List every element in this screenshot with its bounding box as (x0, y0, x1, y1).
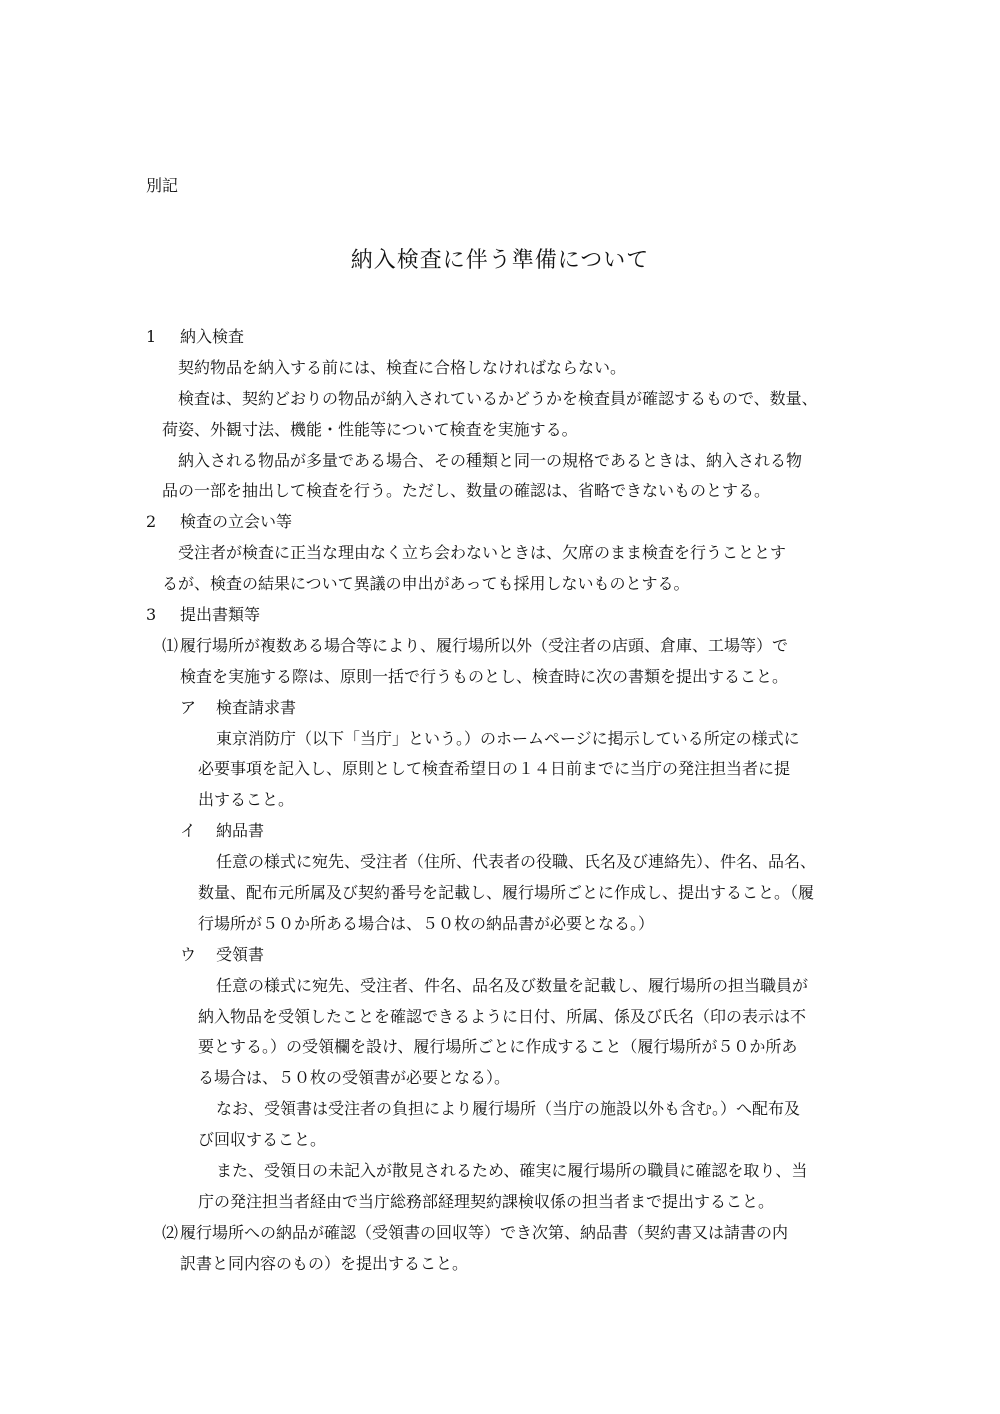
paragraph-line: 品の一部を抽出して検査を行う。ただし、数量の確認は、省略できないものとする。 (162, 481, 771, 501)
paragraph-line: 納入物品を受領したことを確認できるように日付、所属、係及び氏名（印の表示は不 (198, 1006, 807, 1026)
subitem-i-heading: イ 納品書 (180, 821, 265, 841)
item-1-line: ⑴ 履行場所が複数ある場合等により、履行場所以外（受注者の店頭、倉庫、工場等）で (162, 635, 789, 655)
document-body (146, 322, 866, 1280)
paragraph-line: 訳書と同内容のもの）を提出すること。 (180, 1253, 469, 1273)
paragraph-line: 行場所が５０か所ある場合は、５０枚の納品書が必要となる。） (198, 913, 655, 933)
paragraph-line: る場合は、５０枚の受領書が必要となる）。 (198, 1068, 511, 1088)
section-2-heading: 2 検査の立会い等 (146, 512, 293, 532)
paragraph-line: また、受領日の未記入が散見されるため、確実に履行場所の職員に確認を取り、当 (216, 1161, 808, 1181)
paragraph-line: なお、受領書は受注者の負担により履行場所（当庁の施設以外も含む。）へ配布及 (216, 1099, 801, 1119)
paragraph-line: 東京消防庁（以下「当庁」という。）のホームページに掲示している所定の様式に (216, 728, 800, 748)
paragraph-line: 任意の様式に宛先、受注者（住所、代表者の役職、氏名及び連絡先）、件名、品名、 (216, 852, 817, 872)
paragraph-line: 納入される物品が多量である場合、その種類と同一の規格であるときは、納入される物 (178, 450, 803, 470)
paragraph-line: 荷姿、外観寸法、機能・性能等について検査を実施する。 (162, 419, 578, 439)
paragraph-line: 庁の発注担当者経由で当庁総務部経理契約課検収係の担当者まで提出すること。 (198, 1191, 775, 1211)
item-2-line: ⑵ 履行場所への納品が確認（受領書の回収等）でき次第、納品書（契約書又は請書の内 (162, 1222, 789, 1242)
paragraph-line: び回収すること。 (198, 1130, 327, 1150)
section-3-heading: 3 提出書類等 (146, 605, 261, 625)
paragraph-line: 任意の様式に宛先、受注者、件名、品名及び数量を記載し、履行場所の担当職員が (216, 975, 809, 995)
paragraph-line: 必要事項を記入し、原則として検査希望日の１４日前までに当庁の発注担当者に提 (198, 759, 791, 779)
paragraph-line: るが、検査の結果について異議の申出があっても採用しないものとする。 (162, 574, 690, 594)
subitem-a-heading: ア 検査請求書 (180, 697, 297, 717)
page-title: 納入検査に伴う準備について (350, 248, 650, 273)
paragraph-line: 受注者が検査に正当な理由なく立ち会わないときは、欠席のまま検査を行うこととす (178, 543, 787, 563)
paragraph-line: 検査は、契約どおりの物品が納入されているかどうかを検査員が確認するもので、数量、 (178, 388, 818, 408)
section-1-heading: 1 納入検査 (146, 327, 245, 346)
appendix-note: 別記 (146, 176, 179, 195)
paragraph-line: 検査を実施する際は、原則一括で行うものとし、検査時に次の書類を提出すること。 (180, 666, 789, 686)
subitem-u-heading: ウ 受領書 (180, 944, 265, 964)
paragraph-line: 契約物品を納入する前には、検査に合格しなければならない。 (178, 357, 627, 377)
paragraph-line: 数量、配布元所属及び契約番号を記載し、履行場所ごとに作成し、提出すること。（履 (198, 883, 815, 903)
paragraph-line: 要とする。）の受領欄を設け、履行場所ごとに作成すること（履行場所が５０か所あ (198, 1037, 798, 1057)
paragraph-line: 出すること。 (198, 790, 295, 810)
